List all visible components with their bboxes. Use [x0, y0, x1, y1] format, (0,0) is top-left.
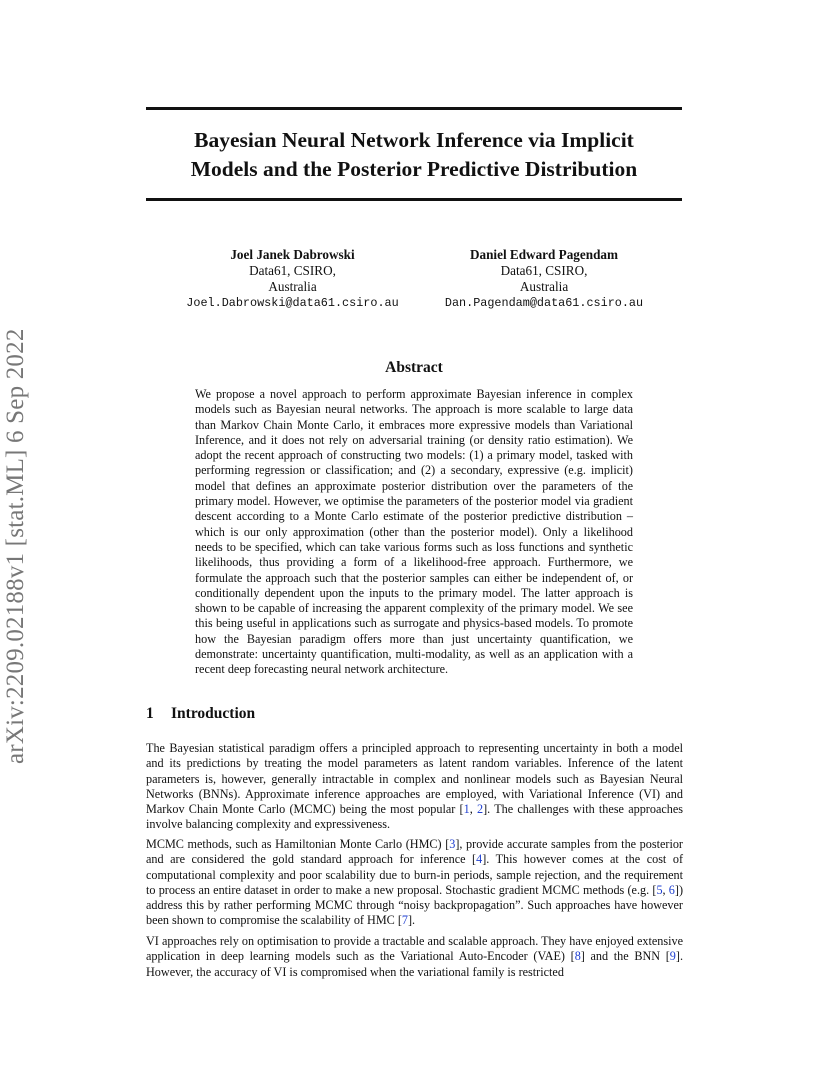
- paragraph-text: ].: [407, 913, 416, 928]
- paragraph-text: MCMC methods, such as Hamiltonian Monte Carlo (HMC) [: [146, 837, 450, 851]
- citation-link[interactable]: 7: [401, 913, 408, 928]
- citation-link[interactable]: 2: [477, 802, 484, 817]
- paper-title: [146, 126, 682, 184]
- paragraph-text: ,: [469, 802, 477, 817]
- citation-link[interactable]: 3: [449, 837, 456, 851]
- author-affiliation: Data61, CSIRO,: [500, 263, 588, 278]
- citation-link[interactable]: 5: [656, 882, 663, 897]
- author-block-2: [418, 247, 670, 311]
- paragraph-text: ], provide accurate samples from the posterior and are considered the gold standard approach for inference [: [146, 837, 683, 867]
- author-email[interactable]: Joel.Dabrowski@data61.csiro.au: [186, 296, 399, 310]
- author-name: Joel Janek Dabrowski: [230, 247, 355, 262]
- citation-link[interactable]: 6: [668, 882, 675, 897]
- paragraph-text: ]. The challenges with these approaches involve balancing complexity and expressiveness.: [146, 802, 684, 832]
- abstract-text: We propose a novel approach to perform approximate Bayesian inference in complex models such as Bayesian neural networks. The approach is more scalable to large data than Markov Chain Monte Carlo, it embraces more expressive models than Variational Inference, and it does not rely on adversarial training (or density ratio estimation). We adopt the recent approach of constructing two models: (1) a primary model, tasked with performing regression or classification; and (2) a secondary, expressive (e.g. implicit) model that defines an approximate posterior distribution over the parameters of the primary model. However, we optimise the parameters of the posterior model via gradient descent according to a Monte Carlo estimate of the posterior predictive distribution – which is our only approximation (other than the posterior model). Only a likelihood needs to be specified, which can take various forms such as loss functions and synthetic likelihoods, thus providing a form of a likelihood-free approach. Furthermore, we formulate the approach such that the posterior samples can either be independent of, or conditionally dependent upon the inputs to the primary model. The latter approach is shown to be capable of increasing the apparent complexity of the primary model. We see this being useful in applications such as surrogate and physics-based models. To promote how the Bayesian paradigm offers more than just uncertainty quantification, we demonstrate: uncertainty quantification, multi-modality, as well as an application with a recent deep forecasting neural network architecture.: [195, 387, 633, 677]
- citation-link[interactable]: 9: [669, 949, 676, 964]
- paragraph-text: VI approaches rely on optimisation to provide a tractable and scalable approach. They have enjoyed extensive application in deep learning models such as the Variational Auto-Encoder (VAE) [: [146, 934, 683, 964]
- author-name: Daniel Edward Pagendam: [469, 247, 618, 262]
- abstract-heading: Abstract: [385, 359, 443, 376]
- title-line-2: Models and the Posterior Predictive Distribution: [190, 157, 638, 181]
- paragraph-text: ]. This however comes at the cost of computational complexity and poor scalability due to burn-in periods, sample rejection, and the requirement to process an entire dataset in order to make a new proposal. Stochastic gradient MCMC methods (e.g. [: [146, 852, 683, 897]
- author-email[interactable]: Dan.Pagendam@data61.csiro.au: [444, 296, 644, 310]
- section-heading: [146, 705, 255, 723]
- citation-link[interactable]: 8: [574, 949, 581, 964]
- author-block-1: [165, 247, 420, 311]
- citation-link[interactable]: 1: [463, 802, 470, 817]
- author-country: Australia: [519, 279, 569, 294]
- paragraph-text: ]) address this by rather performing MCMC through “noisy backpropagation”. Such approaches have however been shown to compromise the scalability of HMC [: [146, 882, 684, 928]
- intro-paragraph-1: [146, 741, 683, 833]
- title-bottom-rule: [146, 198, 682, 201]
- title-line-1: Bayesian Neural Network Inference via Implicit: [194, 128, 634, 152]
- title-top-rule: [146, 107, 682, 110]
- paragraph-text: ] and the BNN [: [580, 949, 670, 964]
- arxiv-identifier: arXiv:2209.02188v1 [stat.ML] 6 Sep 2022: [2, 328, 29, 764]
- author-affiliation: Data61, CSIRO,: [249, 263, 336, 278]
- intro-paragraph-2: [146, 837, 683, 929]
- paragraph-text: ,: [662, 882, 669, 897]
- intro-paragraph-3: [146, 934, 683, 980]
- author-country: Australia: [268, 279, 317, 294]
- citation-link[interactable]: 4: [476, 852, 483, 867]
- paragraph-text: ]. However, the accuracy of VI is compromised when the variational family is restricted: [146, 949, 683, 979]
- section-title: Introduction: [171, 705, 256, 722]
- paragraph-text: The Bayesian statistical paradigm offers a principled approach to representing uncertainty in both a model and its predictions by treating the model parameters as latent random variables. Inference of the latent parameters is, however, generally intractable in complex and nonlinear models such as Bayesian Neural Networks (BNNs). Approximate inference approaches are employed, with Variational Inference (VI) and Markov Chain Monte Carlo (MCMC) being the most popular [: [146, 741, 683, 817]
- section-number: 1: [146, 705, 154, 722]
